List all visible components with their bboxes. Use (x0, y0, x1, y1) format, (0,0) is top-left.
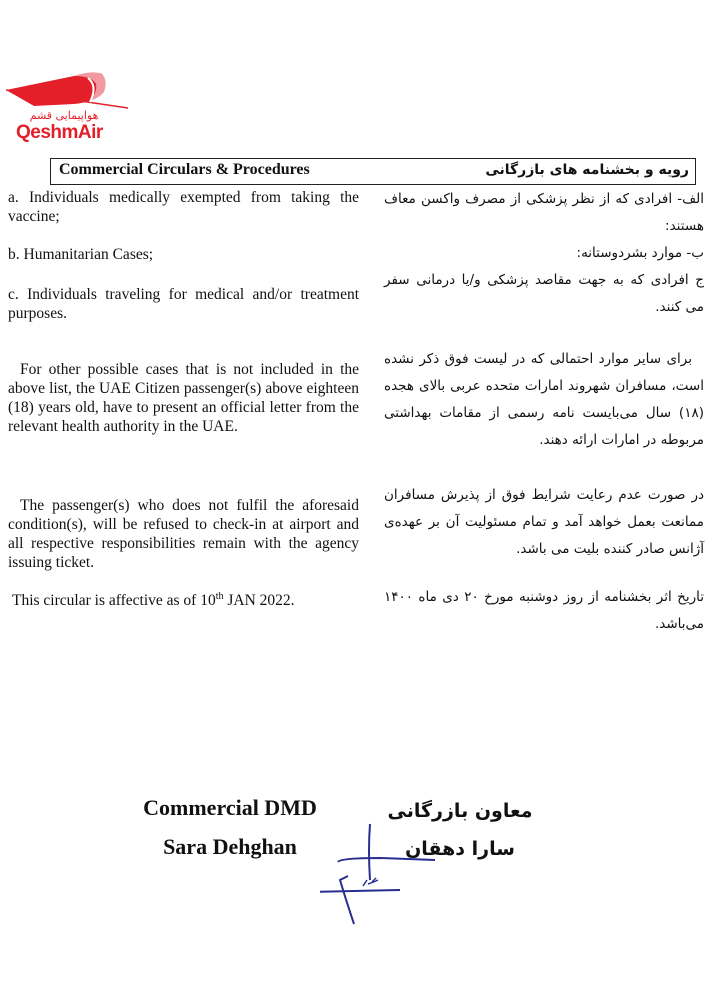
fa-para-other-cases: برای سایر موارد احتمالی که در لیست فوق ذکر نشده است، مسافران شهروند امارات متحده عربی بالای هجده (۱۸) سال می‌بایست نامه رسمی از مقامات بهداشتی مربوطه در امارات ارائه دهند. (384, 351, 704, 448)
fa-item-a: الف- افرادی که از نظر پزشکی از مصرف واکسن معاف هستند: (384, 191, 704, 234)
handwritten-signature-icon (320, 820, 440, 930)
en-item-c: c. Individuals traveling for medical and/or treatment purposes. (8, 286, 359, 322)
en-effective-prefix: This circular is affective as of 10 (12, 592, 216, 609)
en-effective-sup: th (215, 590, 224, 602)
en-para-other-cases: For other possible cases that is not included in the above list, the UAE Citizen passenger(s) above eighteen (18) years old, have to present an official letter from the relevant health authority in the UAE. (8, 361, 359, 435)
signatory-title-fa: معاون بازرگانی (387, 800, 533, 822)
fa-item-b: ب- موارد بشردوستانه: (576, 245, 704, 261)
logo-tail-icon (4, 66, 130, 114)
title-en: Commercial Circulars & Procedures (59, 161, 310, 178)
fa-item-c: ج افرادی که به جهت مقاصد پزشکی و/یا درمانی سفر می کنند. (384, 272, 704, 315)
en-para-refused: The passenger(s) who does not fulfil the aforesaid condition(s), will be refused to check-in at airport and all respective responsibilities remain with the agency issuing ticket. (8, 497, 359, 571)
title-fa: رویه و بخشنامه های بازرگانی (485, 162, 689, 178)
fa-para-refused: در صورت عدم رعایت شرایط فوق از پذیرش مسافران ممانعت بعمل خواهد آمد و تمام مسئولیت آن بر عهده‌ی آژانس صادر کننده بلیت می باشد. (384, 487, 704, 557)
en-item-a: a. Individuals medically exempted from taking the vaccine; (8, 189, 359, 225)
en-item-b: b. Humanitarian Cases; (8, 246, 154, 263)
signatory-name-fa: سارا دهقان (405, 838, 515, 860)
en-effective-date (12, 591, 363, 610)
signatory-title-en: Commercial DMD (143, 795, 317, 820)
logo-text-fa: هواپیمایی قشم (29, 109, 99, 122)
fa-effective-date: تاریخ اثر بخشنامه از روز دوشنبه مورخ ۲۰ دی ماه ۱۴۰۰ می‌باشد. (384, 589, 705, 632)
logo-text-en: QeshmAir (16, 122, 103, 143)
signatory-name-en: Sara Dehghan (163, 834, 297, 859)
en-effective-suffix: JAN 2022. (223, 592, 295, 609)
title-bar (50, 158, 696, 185)
